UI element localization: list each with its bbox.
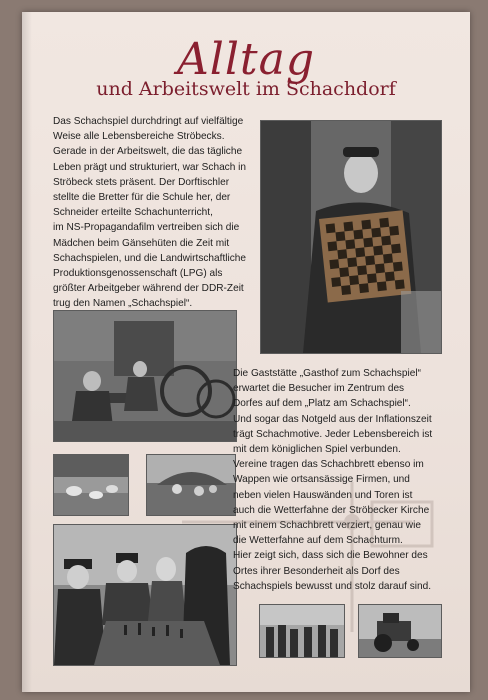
intro-text xyxy=(53,114,249,312)
intro-line: Gerade in der Arbeitswelt, die das tägliche xyxy=(53,146,243,158)
title-script: Alltag xyxy=(177,34,315,85)
photo-workshop xyxy=(53,310,237,442)
exhibition-panel xyxy=(22,12,470,692)
photo-girls-with-geese xyxy=(53,454,129,516)
intro-line: Weise alle Lebensbereiche Ströbecks. xyxy=(53,131,225,143)
intro-line: Das Schachspiel durchdringt auf vielfältige xyxy=(53,116,244,127)
intro-line: Mädchen beim Gänsehüten die Zeit mit xyxy=(53,237,230,249)
intro-line: trug den Namen „Schachspiel“. xyxy=(53,298,193,310)
intro-line: stellte die Bretter für die Schule her, der xyxy=(53,192,231,204)
intro-line: Schachspielen, und die Landwirtschaftliche xyxy=(53,252,247,264)
gasthof-line: Wappen wie ortsansässige Firmen, und xyxy=(233,474,410,486)
gasthof-line: Ortes ihrer Besonderheit als Dorf des xyxy=(233,565,400,577)
intro-line: Produktionsgenossenschaft (LPG) als xyxy=(53,268,223,280)
gasthof-line: erwartet die Besucher im Zentrum des xyxy=(233,383,405,395)
gasthof-line: die Wetterfahne auf dem Schachturm. xyxy=(233,535,403,547)
intro-line: Ströbeck stets präsent. Der Dorftischler xyxy=(53,176,230,188)
photo-man-with-chessboard xyxy=(260,120,442,354)
gasthof-line: neben vielen Hauswänden und Toren ist xyxy=(233,489,413,501)
gasthof-line: Die Gaststätte „Gasthof zum Schachspiel“ xyxy=(233,368,421,379)
intro-line: Schneider erteilte Schachunterricht, xyxy=(53,207,213,219)
title-subtitle: und Arbeitswelt im Schachdorf xyxy=(96,78,396,100)
panel-edge-shadow xyxy=(22,12,32,692)
gasthof-line: Vereine tragen das Schachbrett ebenso im xyxy=(233,459,424,471)
gasthof-line: auch die Wetterfahne der Ströbecker Kirche xyxy=(233,504,430,516)
photo-tractor xyxy=(358,604,442,658)
intro-line: im NS-Propagandafilm vertreiben sich die xyxy=(53,222,240,234)
gasthof-line: mit dem königlichen Spiel verbunden. xyxy=(233,444,401,456)
gasthof-line: mit einem Schachbrett verziert, genau wie xyxy=(233,520,421,532)
gasthof-line: Und sogar das Notgeld aus der Inflationszeit xyxy=(233,413,432,425)
photo-crowd xyxy=(259,604,345,658)
gasthof-line: Hier zeigt sich, dass sich die Bewohner des xyxy=(233,550,428,562)
gasthof-line: Schachspiels bewusst und stolz darauf sind. xyxy=(233,580,432,592)
gasthof-line: trägt Schachmotive. Jeder Lebensbereich ist xyxy=(233,428,433,440)
gasthof-line: Dorfes auf dem „Platz am Schachspiel“. xyxy=(233,398,411,410)
intro-line: Leben prägt und strukturiert, war Schach in xyxy=(53,161,247,173)
intro-line: größter Arbeitgeber während der DDR-Zeit xyxy=(53,283,244,295)
